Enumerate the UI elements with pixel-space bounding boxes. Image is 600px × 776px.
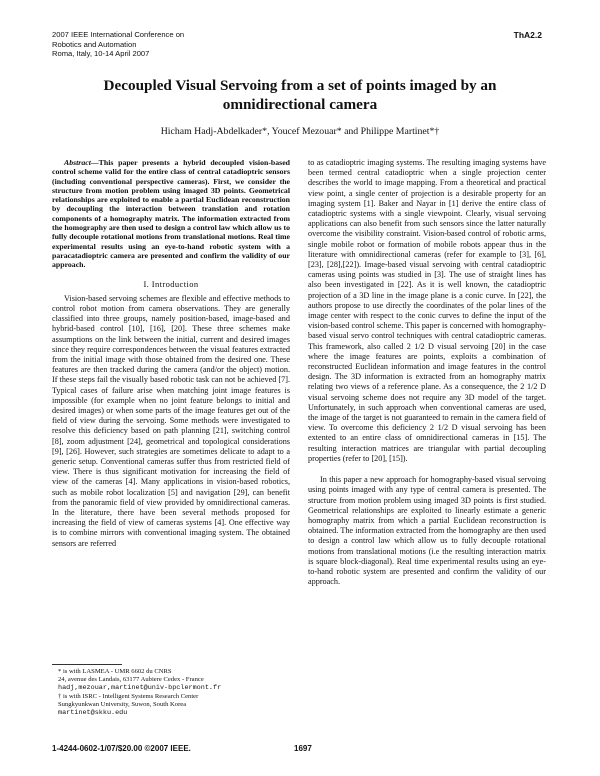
footnote-line: * is with LASMEA - UMR 6602 du CNRS [58,668,172,675]
isbn-copyright: 1-4244-0602-1/07/$20.00 ©2007 IEEE. [52,744,191,753]
footnote-line: † is with ISRC - Intelligent Systems Research Center [58,692,199,700]
intro-paragraph-2: to as catadioptric imaging systems. The resulting imaging systems have been termed central catadioptric when a single projection center describes the world to image mapping. From a theoretical and practical view point, a single center of projection is a desirable property for an imaging system [1]. Baker and Nayar in [1] derive the entire class of catadioptric systems with a single viewpoint. Clearly, visual servoing applications can also benefit from such sensors since the latter naturally overcome the visibility constraint. Vision-based control of robotic arms, single mobile robot or formation of mobile robots appear thus in the literature with omnidirectional cameras (refer for example to [3], [6], [23], [28],[22]). Image-based visual servoing with central catadioptric cameras using points was studied in [3]. The use of straight lines has also been investigated in [22]. As it is well known, the catadioptric projection of a 3D line in the image plane is a conic curve. In [22], the authors propose to use directly the coordinates of the polar lines of the image center with respect to the conic curves to define the input of the vision-based control scheme. This paper is concerned with homography-based visual servo control techniques with central catadioptric cameras. This framework, also called 2 1/2 D visual servoing [20] in the case where the image features are points, exploits a combination of reconstructed Euclidean information and image features in the control design. The 3D information is extracted from an homography matrix relating two views of a reference plane. As a consequence, the 2 1/2 D visual servoing scheme does not require any 3D model of the target. Unfortunately, in such approach when conventional cameras are used, the image of the target is not guaranteed to remain in the camera field of view. To overcome this deficiency 2 1/2 D visual servoing has been extented to an entire class of omnidirectional cameras in [15]. The resulting interaction matrices are triangular with partial decoupling properties (refer to [20], [15]). [308,158,546,463]
abstract-text: This paper presents a hybrid decoupled vision-based control scheme valid for the entire class of central catadioptric sensors (including conventional perspective cameras). First, we consider the structure from motion problem using imaged 3D points. Geometrical relationships are exploited to enable a partial Euclidean reconstruction by decoupling the interaction between translation and rotation components of a homography matrix. The information extracted from the homography are then used to design a control law which allow us to fully decouple rotational motions from translational motions. Real time experimental results using an eye-to-hand robotic system with a paracatadioptric camera are presented and confirm the validity of our approach. [52,158,290,270]
abstract-label: Abstract— [64,158,99,167]
conference-info [52,30,184,59]
conference-line: 2007 IEEE International Conference on [52,30,185,39]
paragraph-gap [308,465,546,475]
conference-line: Roma, Italy, 10-14 April 2007 [52,49,150,59]
conference-line: Robotics and Automation [52,39,137,49]
footnote-rule [52,664,122,665]
left-column [52,158,290,550]
intro-paragraph-3: In this paper a new approach for homography-based visual servoing using points imaged with any type of central camera is presented. The structure from motion problem using imaged 3D points is first studied. Geometrical relationships are exploited to linearly estimate a generic homography matrix from which a partial Euclidean reconstruction is obtained. The information extracted from the homography are then used to design a control law which allow us to fully decouple rotational motions from translational motions (i.e the resulting interaction matrix is square block-diagonal). Real time experimental results using an eye-to-hand robotic system are presented and confirm the validity of our approach. [308,475,546,587]
section-heading-introduction: I. Introduction [143,278,199,289]
right-column [308,158,546,588]
author-list: Hicham Hadj-Abdelkader*, Youcef Mezouar* and Philippe Martinet*† [160,126,440,137]
paper-title: Decoupled Visual Servoing from a set of points imaged by an omnidirectional camera [103,77,497,113]
footnote-email: hadj,mezouar,martinet@univ-bpclermont.fr [58,684,222,693]
session-code: ThA2.2 [513,30,542,40]
intro-paragraph-1: Vision-based servoing schemes are flexible and effective methods to control robot motion from camera observations. They are generally classified into three groups, namely position-based, image-based and hybrid-based control [10], [16], [20]. These three schemes make assumptions on the link between the initial, current and desired images since they require correspondences between the visual features extracted from the initial image with those obtained from the desired one. These features are then tracked during the camera (and/or the object) motion. If these steps fail the visually based robotic task can not be achieved [7]. Typical cases of failure arise when matching joint image features is impossible (for example when no joint feature belongs to initial and desired images) or when some parts of the image features get out of the field of view during the servoing. Some methods were investigated to resolve this deficiency based on path planning [21], switching control [8], zoom adjustment [24], geometrical and topological considerations [9], [26]. However, such strategies are sometimes delicate to adapt to a generic setup. Conventional cameras suffer thus from restricted field of view. There is thus significant motivation for increasing the field of view of the cameras [4]. Many applications in vision-based robotics, such as mobile robot localization [5] and navigation [29], can benefit from the panoramic field of view provided by omnidirectional cameras. In the literature, there have been several methods proposed for increasing the field of view of cameras systems [4]. One effective way is to combine mirrors with conventional imaging system. The obtained sensors are referred [52,293,290,548]
page-number: 1697 [294,744,312,753]
abstract [52,158,290,270]
footnote-line: 24, avenue des Landais, 63177 Aubiere Cedex - France [58,676,204,684]
footnotes [58,668,290,717]
footnote-line: Sungkyunkwan University, Suwon, South Korea [58,700,187,708]
footnote-email: martinet@skku.edu [58,709,128,718]
